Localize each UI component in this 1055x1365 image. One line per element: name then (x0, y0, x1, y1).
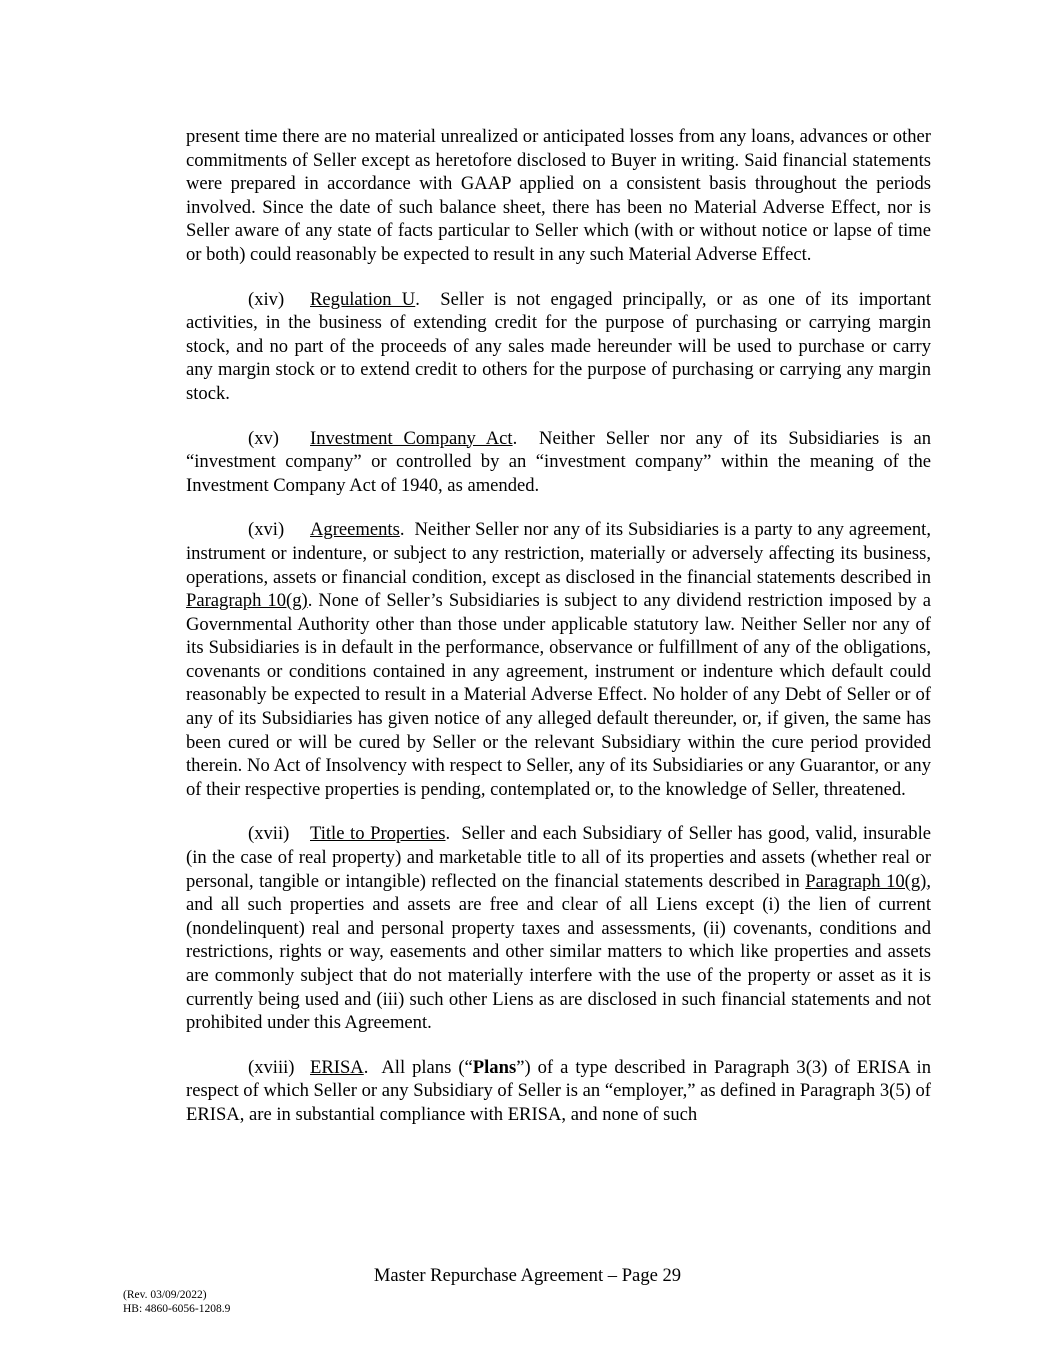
section-text: Seller is not engaged principally, or as one of its important activities, in the business of extending credit for the purpose of purchasing or carrying margin stock, and no part of the proceeds of any sales made hereunder will be used to purchase or carry any margin stock or to extend credit to others for the purpose of purchasing or carrying any margin stock. (186, 288, 931, 404)
section-number: (xvi) (248, 519, 285, 541)
document-body (186, 125, 931, 1148)
revision-date: (Rev. 03/09/2022) (123, 1289, 207, 1301)
section-text-continued: ”) of a type described in Paragraph 3(3) of ERISA in respect of which Seller or any Subsidiary of Seller is an “employer,” as defined in Paragraph 3(5) of ERISA, are in substantial compliance with ERISA, and none of such (186, 1056, 931, 1125)
section-text: Neither Seller nor any of its Subsidiaries is an “investment company” or controlled by an “investment company” within the meaning of the Investment Company Act of 1940, as amended. (186, 427, 931, 496)
section-xiv: (xiv) Regulation U. Seller is not engaged principally, or as one of its important activities, in the business of extending credit for the purpose of purchasing or carrying margin stock, and no part of the proceeds of any sales made hereunder will be used to purchase or carry any margin stock or to extend credit to others for the purpose of purchasing or carrying any margin stock. (186, 288, 931, 404)
paragraph-reference: Paragraph 10(g) (805, 870, 927, 892)
section-text-continued: . None of Seller’s Subsidiaries is subject to any dividend restriction imposed by a Governmental Authority other than those under applicable statutory law. Neither Seller nor any of its Subsidiaries is in default in the performance, observance or fulfillment of any of the obligations, covenants or conditions contained in any agreement, instrument or indenture which default could reasonably be expected to result in a Material Adverse Effect. No holder of any Debt of Seller or of any of its Subsidiaries has given notice of any alleged default thereunder, or, if given, the same has been cured or will be cured by Seller or the relevant Subsidiary within the cure period provided therein. No Act of Insolvency with respect to Seller, any of its Subsidiaries or any Guarantor, or any of their respective properties is pending, contemplated or, to the knowledge of Seller, threatened. (186, 590, 932, 800)
section-number: (xiv) (248, 288, 285, 310)
section-heading: Title to Properties (310, 823, 446, 845)
paragraph-reference: Paragraph 10(g) (186, 590, 308, 612)
document-id: HB: 4860-6056-1208.9 (123, 1303, 231, 1315)
defined-term: Plans (472, 1056, 517, 1078)
section-heading: Investment Company Act (310, 427, 513, 449)
section-number: (xvii) (248, 823, 290, 845)
section-heading: Agreements (310, 519, 400, 541)
section-number: (xv) (248, 427, 279, 449)
section-text: Seller and each Subsidiary of Seller has good, valid, insurable (in the case of real property) and marketable title to all of its properties and assets (whether real or personal, tangible or intangible) reflected on the financial statements described in (186, 823, 931, 892)
section-xviii: (xviii) ERISA. All plans (“Plans”) of a type described in Paragraph 3(3) of ERISA in respect of which Seller or any Subsidiary of Seller is an “employer,” as defined in Paragraph 3(5) of ERISA, are in substantial compliance with ERISA, and none of such (186, 1056, 931, 1125)
page-footer-title: Master Repurchase Agreement – Page 29 (373, 1265, 682, 1286)
section-number: (xviii) (248, 1056, 295, 1078)
section-xvii: (xvii) Title to Properties. Seller and each Subsidiary of Seller has good, valid, insurable (in the case of real property) and marketable title to all of its properties and assets (whether real or personal, tangible or intangible) reflected on the financial statements described in Paragraph 10(g), and all such properties and assets are free and clear of all Liens except (i) the lien of current (nondelinquent) real and personal property taxes and assessments, (ii) covenants, conditions and restrictions, rights or way, easements and other similar matters to which like properties and assets are commonly subject that do not materially interfere with the use of the property or asset as it is currently being used and (iii) such other Liens as are disclosed in such financial statements and not prohibited under this Agreement. (186, 823, 932, 1034)
section-heading: ERISA (310, 1056, 364, 1078)
section-xvi: (xvi) Agreements. Neither Seller nor any of its Subsidiaries is a party to any agreement, instrument or indenture, or subject to any restriction, materially or adversely affecting its business, operations, assets or financial condition, except as disclosed in the financial statements described in Paragraph 10(g). None of Seller’s Subsidiaries is subject to any dividend restriction imposed by a Governmental Authority other than those under applicable statutory law. Neither Seller nor any of its Subsidiaries is in default in the performance, observance or fulfillment of any of the obligations, covenants or conditions contained in any agreement, instrument or indenture which default could reasonably be expected to result in a Material Adverse Effect. No holder of any Debt of Seller or of any of its Subsidiaries has given notice of any alleged default thereunder, or, if given, the same has been cured or will be cured by Seller or the relevant Subsidiary within the cure period provided therein. No Act of Insolvency with respect to Seller, any of its Subsidiaries or any Guarantor, or any of their respective properties is pending, contemplated or, to the knowledge of Seller, threatened. (186, 519, 932, 800)
section-xv: (xv) Investment Company Act. Neither Seller nor any of its Subsidiaries is an “investment company” or controlled by an “investment company” within the meaning of the Investment Company Act of 1940, as amended. (186, 427, 931, 496)
section-text: All plans (“ (381, 1056, 473, 1078)
opening-paragraph: present time there are no material unrealized or anticipated losses from any loans, advances or other commitments of Seller except as heretofore disclosed to Buyer in writing. Said financial statements were prepared in accordance with GAAP applied on a consistent basis throughout the periods involved. Since the date of such balance sheet, there has been no Material Adverse Effect, nor is Seller aware of any state of facts particular to Seller which (with or without notice or lapse of time or both) could reasonably be expected to result in any such Material Adverse Effect. (186, 126, 931, 265)
section-text: Neither Seller nor any of its Subsidiaries is a party to any agreement, instrument or indenture, or subject to any restriction, materially or adversely affecting its business, operations, assets or financial condition, except as disclosed in the financial statements described in (186, 519, 931, 588)
section-heading: Regulation U (310, 288, 416, 310)
section-text-continued: , and all such properties and assets are free and clear of all Liens except (i) the lien of current (nondelinquent) real and personal property taxes and assessments, (ii) covenants, conditions and restrictions, rights or way, easements and other similar matters to which like properties and assets are commonly subject that do not materially interfere with the use of the property or asset as it is currently being used and (iii) such other Liens as are disclosed in such financial statements and not prohibited under this Agreement. (186, 870, 932, 1034)
